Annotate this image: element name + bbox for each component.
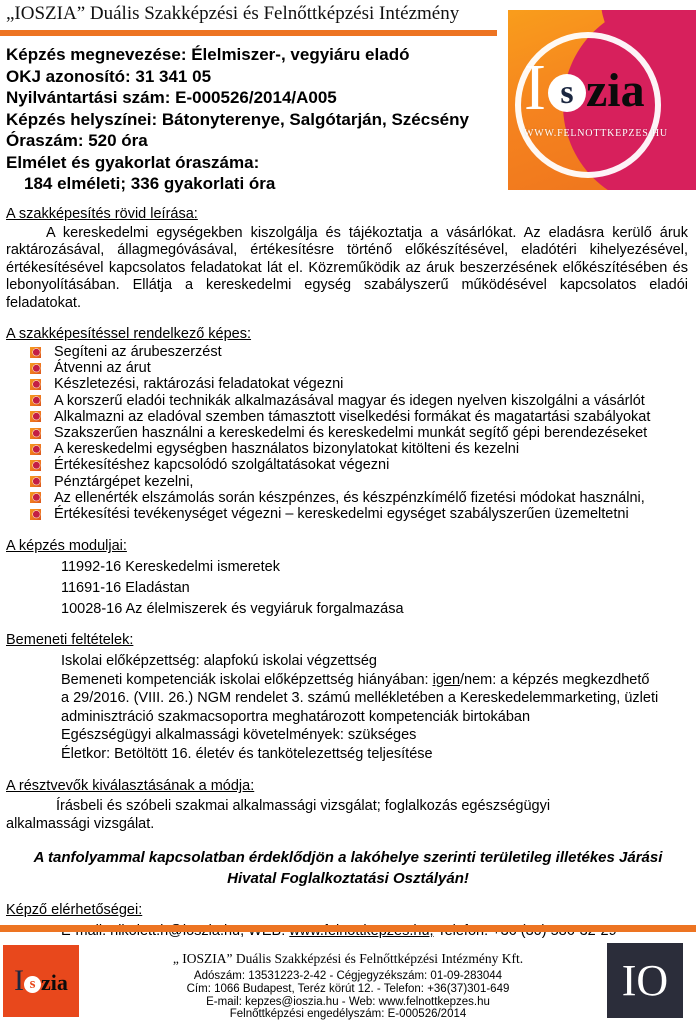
selection-heading: A résztvevők kiválasztásának a módja: xyxy=(6,778,255,795)
course-info-block xyxy=(6,44,506,195)
list-item-label: Alkalmazni az eladóval szemben támasztott viselkedési formákat és magatartási szabályokat xyxy=(54,408,651,425)
list-item-label: Értékesítési tevékenységet végezni – kereskedelmi egységet szabályszerűen üzemeltetni xyxy=(54,506,629,523)
footer-email-web-line: E-mail: kepzes@ioszia.hu - Web: www.felnottkepzes.hu xyxy=(206,995,490,1008)
description-paragraph: A kereskedelmi egységekben kiszolgálja és tájékoztatja a vásárlókat. Az eladásra kerülő áruk raktározásával, állagmegóvásával, értékesítésre történő előkészítésével, eladótéri kihelyezésével, értékesítésével kapcsolatos feladatokat lát el. Közreműködik az áruk beszerzésének előkészítésében és lebonyolításában. Ellátja a kereskedelmi egység szabályszerű működésével kapcsolatos eladói feladatokat. xyxy=(6,225,688,311)
logo-letter-i: I xyxy=(524,51,546,124)
bullet-logo-icon xyxy=(30,347,41,358)
logo-letters-zia: zia xyxy=(585,64,645,117)
entry-competency-prefix: Bemeneti kompetenciák iskolai előképzettség hiányában: xyxy=(61,671,433,688)
list-item xyxy=(6,441,690,457)
logo-letter-s: s xyxy=(560,74,574,111)
description-heading: A szakképesítés rövid leírása: xyxy=(6,206,198,222)
footer-company-name: „ IOSZIA” Duális Szakképzési és Felnőttképzési Intézmény Kft. xyxy=(172,951,524,966)
footer-license-line: Felnőttképzési engedélyszám: E-000526/2014 xyxy=(229,1008,467,1021)
okj-id-line: OKJ azonosító: 31 341 05 xyxy=(6,66,212,86)
entry-line-competencies xyxy=(6,671,690,727)
capabilities-list xyxy=(6,344,690,522)
list-item-label: Pénztárgépet kezelni, xyxy=(54,473,194,490)
logo-o-disc-icon xyxy=(548,74,586,112)
list-item xyxy=(6,457,690,473)
bullet-logo-icon xyxy=(30,363,41,374)
entry-competency-suffix: /nem: a képzés megkezdhető a 29/2016. (VIII. 26.) NGM rendelet 3. számú mellékletében a Kereskedelemmarketing, üzleti adminisztráció szakmacsoportra meghatározott kompetenciák birtokában xyxy=(61,671,659,725)
list-item xyxy=(6,425,690,441)
locations-line: Képzés helyszínei: Bátonyterenye, Salgótarján, Szécsény xyxy=(6,109,469,129)
footer xyxy=(0,937,696,1024)
list-item-label: Az ellenérték elszámolás során készpénzes, és készpénzkímélő fizetési módokat használni, xyxy=(54,489,645,506)
bullet-logo-icon xyxy=(30,379,41,390)
bullet-logo-icon xyxy=(30,395,41,406)
list-item-label: A kereskedelmi egységben használatos bizonylatokat kitölteni és kezelni xyxy=(54,441,520,458)
list-item-label: Átvenni az árut xyxy=(54,360,151,377)
footer-io-letters: IO xyxy=(621,956,669,1005)
list-item xyxy=(6,344,690,360)
contact-heading: Képző elérhetőségei: xyxy=(6,902,143,919)
capabilities-heading: A szakképesítéssel rendelkező képes: xyxy=(6,326,252,343)
logo-website-text: WWW.FELNOTTKEPZES.HU xyxy=(524,128,668,139)
bullet-logo-icon xyxy=(30,509,41,520)
footer-io-logo xyxy=(607,943,683,1018)
footer-logo-o-disc-icon xyxy=(24,976,41,993)
bullet-logo-icon xyxy=(30,411,41,422)
hours-line: Óraszám: 520 óra xyxy=(6,131,148,150)
bullet-logo-icon xyxy=(30,492,41,503)
bullet-logo-icon xyxy=(30,476,41,487)
entry-competency-yes: igen xyxy=(432,671,461,688)
footer-tax-line: Adószám: 13531223-2-42 - Cégjegyzékszám: 01-09-283044 xyxy=(193,970,503,982)
module-item: 10028-16 Az élelmiszerek és vegyiáruk forgalmazása xyxy=(61,601,404,618)
module-item: 11992-16 Kereskedelmi ismeretek xyxy=(61,559,280,576)
list-item-label: A korszerű eladói technikák alkalmazásával magyar és idegen nyelven kiszolgálni a vásárlót xyxy=(54,392,645,409)
footer-logo-letter-s: s xyxy=(29,975,36,992)
list-item xyxy=(6,474,690,490)
logo-wordmark xyxy=(524,51,645,124)
bullet-logo-icon xyxy=(30,428,41,439)
list-item xyxy=(6,409,690,425)
footer-logo-letters-zia: zia xyxy=(41,969,68,995)
ioszia-logo xyxy=(508,10,696,190)
entry-line-age: Életkor: Betöltött 16. életév és tankötelezettség teljesítése xyxy=(61,745,433,762)
list-item xyxy=(6,376,690,392)
job-office-notice: A tanfolyammal kapcsolatban érdeklődjön a lakóhelye szerinti területileg illetékes Járási Hivatal Foglalkoztatási Osztályán! xyxy=(33,849,663,888)
entry-requirements-heading: Bemeneti feltételek: xyxy=(6,632,134,649)
bullet-logo-icon xyxy=(30,460,41,471)
footer-address-line: Cím: 1066 Budapest, Teréz körút 12. - Telefon: +36(37)301-649 xyxy=(186,982,510,995)
document-body xyxy=(6,200,690,940)
footer-company-block xyxy=(108,951,588,1021)
registration-number-line: Nyilvántartási szám: E-000526/2014/A005 xyxy=(6,88,337,107)
footer-logo-letter-i: I xyxy=(14,964,25,997)
list-item-label: Értékesítéshez kapcsolódó szolgáltatásokat végezni xyxy=(54,457,390,474)
orange-divider-top xyxy=(0,30,497,36)
institution-title: „IOSZIA” Duális Szakképzési és Felnőttképzési Intézmény xyxy=(6,3,460,24)
list-item xyxy=(6,490,690,506)
modules-heading: A képzés moduljai: xyxy=(6,538,127,555)
list-item xyxy=(6,393,690,409)
entry-line-health: Egészségügyi alkalmassági követelmények: szükséges xyxy=(61,727,417,744)
list-item-label: Készletezési, raktározási feladatokat végezni xyxy=(54,376,344,393)
footer-ioszia-logo xyxy=(3,945,79,1017)
entry-requirements-list xyxy=(6,652,690,763)
module-item: 11691-16 Eladástan xyxy=(61,580,190,597)
list-item-label: Szakszerűen használni a kereskedelmi és kereskedelmi munkát segítő gépi berendezéseket xyxy=(54,425,648,442)
bullet-logo-icon xyxy=(30,444,41,455)
theory-practice-hours-line: 184 elméleti; 336 gyakorlati óra xyxy=(24,174,276,193)
selection-paragraph: Írásbeli és szóbeli szakmai alkalmassági vizsgálat; foglalkozás egészségügyi alkalmassági vizsgálat. xyxy=(6,798,551,833)
list-item-label: Segíteni az árubeszerzést xyxy=(54,344,222,361)
list-item xyxy=(6,506,690,522)
list-item xyxy=(6,360,690,376)
course-name-line: Képzés megnevezése: Élelmiszer-, vegyiáru eladó xyxy=(6,45,410,64)
orange-divider-bottom xyxy=(0,925,696,932)
entry-line-education: Iskolai előképzettség: alapfokú iskolai végzettség xyxy=(61,653,377,670)
theory-practice-label-line: Elmélet és gyakorlat óraszáma: xyxy=(6,152,260,172)
modules-list xyxy=(6,557,690,620)
